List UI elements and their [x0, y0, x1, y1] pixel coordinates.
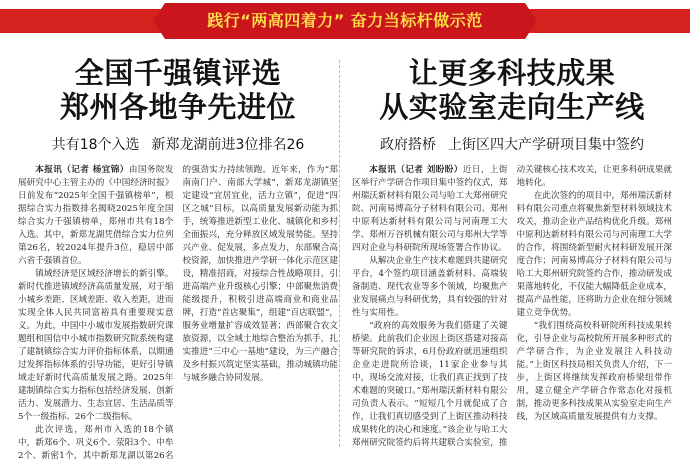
- article-body: [352, 164, 672, 464]
- banner-band-right: [525, 9, 690, 33]
- subhead-part-1: 政府搭桥: [380, 137, 436, 153]
- article-body: [18, 164, 338, 464]
- paragraph-text: 近日，上街区举行产学研合作项目集中签约仪式，郑州瑞沃新材料有限公司与哈工大郑州研究院、河南易博高分子材料有限公司、郑州中原利达新材料有限公司与河南理工大学、郑州万谷机械有限公司与郑州大学等四对企业与科研院所现场签署合作协议。: [352, 165, 508, 253]
- banner-band-left: [0, 9, 165, 33]
- body-paragraph: 此次评选，郑州市入选的18个镇中，新郑6个、巩义6个、荥阳3个、中牟2个、新密1个，其中新郑龙湖以第26名的强劲实力持续领跑。近年来，作为“郑南南门户、南部大学城”，新郑龙湖镇坚定建设“宜居宜业，活力立镇”，促进“四区之城”目标，以高质量发展新动能为抓手，统筹推进新型工业化、城镇化和乡村全面振兴，充分释放区域发展势能。坚持兴产业、促发展，多点发力，东部聚合高校资源，加快推进产学研一体化示范区建设，精准招商，对接综合性战略项目，引进高端产业升级核心引擎；中部聚焦消费能级提升，积极引进高端商业和商业品牌，打造“首店聚集”，组建“百店联盟”，服务业增量扩容成效显著；西部聚合农文旅资源，以全域土地综合整治为抓手，扎实推进“三中心一基地”建设，为三产融合及乡村振兴筑定坚实基础，推动城镇功能与城乡融合协同发展。: [18, 165, 338, 461]
- body-paragraph: [18, 164, 174, 268]
- headline-line-2: 郑州各地争先进位: [59, 90, 296, 124]
- section-banner: [0, 0, 690, 42]
- paragraph-text: 由国务院发展研究中心主管主办的《中国经济时报》日前发布“2025年全国千强镇榜单”，根据综合实力指数排名揭晓2025年度全国综合实力千强镇榜单，郑州市共有18个入选。其中，新郑龙湖凭借综合实力位列第26名，较2024年提升3位，稳居中部六省千强镇首位。: [18, 165, 174, 266]
- body-paragraph: 镇域经济是区域经济增长的新引擎。新时代推进镇域经济高质量发展，对于缩小城乡差距、区域差距、收入差距，进而实现全体人民共同富裕具有重要现实意义。为此，中国中小城市发展指数研究课题组和国信中小城市指数研究院系统构建了建制镇综合实力评价指标体系，以期通过发挥指标体系的引导功能，更好引导镇域走好新时代高质量发展之路。2025年建制镇综合实力指标包括经济发展、创新活力、发展潜力、生态宜居、生活品质等5个一级指标、26个二级指标。: [18, 269, 174, 422]
- headline-line-1: 全国千强镇评选: [74, 56, 282, 90]
- body-paragraph: [352, 164, 508, 255]
- article-subhead: [352, 135, 672, 155]
- column-divider: [339, 60, 340, 447]
- headline-line-1: 让更多科技成果: [408, 56, 616, 90]
- article-township-ranking: [18, 56, 338, 461]
- article-headline: [18, 56, 338, 124]
- body-paragraph: “我们围绕高校科研院所科技成果转化，引导企业与高校院所开展多种形式的产学研合作，为企业发展注入科技动能。”上街区科技局相关负责人介绍，下一步，上街区将继续发挥政府桥梁纽带作用，建立健全产学研合作常态化对接机制，推动更多科技成果从实验室走向生产线，为区域高质量发展提供有力支撑。: [516, 321, 672, 422]
- subhead-part-2: 新郑龙湖前进3位排名26: [151, 137, 305, 153]
- body-paragraph: “政府的高效服务为我们搭建了关键桥梁。此前我们企业因上街区搭建对接高等研究院的诉求，6月份政府就迅速组织企业走进院所洽谈，11家企业参与其中，现场交流对接，让我们真正找到了技术难题的突破口。”郑州瑞沃新材料有限公司负责人表示。“短短几个月就促成了合作，让我们真切感受到了上街区推动科技成果转化的决心和速度。”该企业与哈工大郑州研究院签约后将共建联合实验室，推动关键核心技术攻关，让更多科研成果就地转化。: [352, 165, 672, 448]
- subhead-part-2: 上街区四大产学研项目集中签约: [448, 137, 644, 153]
- headline-line-2: 从实验室走向生产线: [379, 90, 645, 124]
- byline: 本报讯（记者 杨宜锦）: [35, 165, 129, 175]
- byline: 本报讯（记者 刘盼盼）: [369, 165, 463, 175]
- article-tech-transfer: [352, 56, 672, 447]
- body-paragraph: 在此次签约的项目中，郑州瑞沃新材料有限公司重点将聚焦新型材料领域技术攻关，推动企业产品结构优化升级。郑州中原利达新材料有限公司与河南理工大学的合作，将围绕新型耐火材料研发展开深度合作；河南易博高分子材料有限公司与哈工大郑州研究院签约合作，推动研发成果落地转化，不仅能大幅降低企业成本，提高产品性能，还将助力企业在细分领域建立竞争优势。: [516, 191, 672, 318]
- body-paragraph: 从解决企业生产技术难题到共建研究平台，4个签约项目涵盖新材料、高端装备制造、现代农业等多个领域，均聚焦产业发展痛点与科研优势，具有较强的针对性与实用性。: [352, 256, 508, 318]
- subhead-part-1: 共有18个入选: [51, 137, 140, 153]
- article-subhead: [18, 135, 338, 155]
- article-headline: [352, 56, 672, 124]
- banner-title: 践行“两高四着力” 奋力当标杆做示范: [165, 3, 525, 39]
